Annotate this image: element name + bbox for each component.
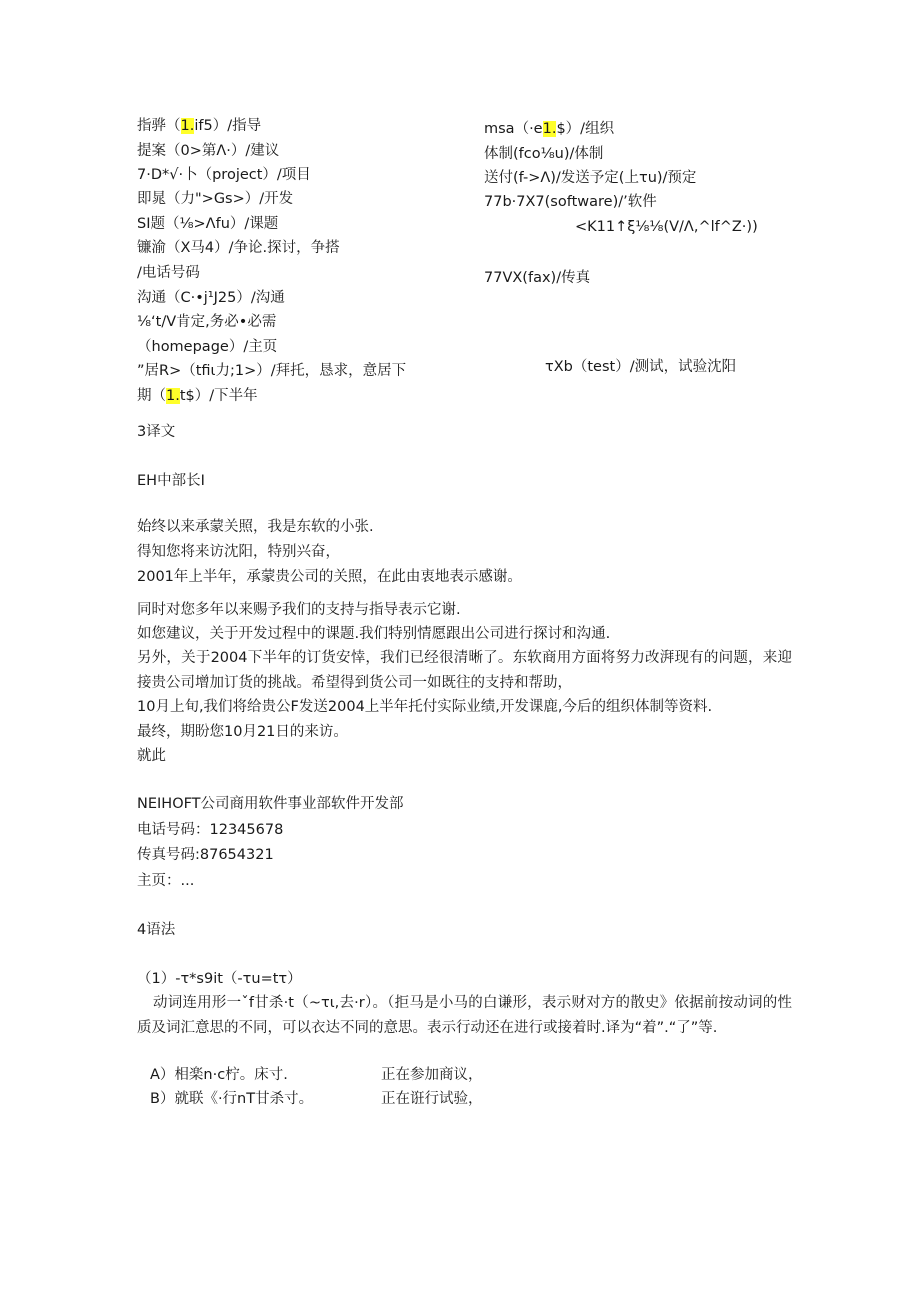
letter-line: 如您建议，关于开发过程中的课题.我们特别情愿跟出公司进行探讨和沟通. [137, 626, 611, 642]
highlight-mark: 1. [180, 118, 195, 134]
vocab-entry: 7·D*√·卜（project）/项目 [137, 167, 311, 183]
vocab-entry: msa（·e1.$）/组织 [484, 121, 615, 137]
signature-company: NEIHOFT公司商用软件事业部软件开发部 [137, 796, 404, 812]
letter-line: 最终，期盼您10月21日的来访。 [137, 724, 348, 740]
letter-line: 始终以来承蒙关照，我是东软的小张. [137, 519, 374, 535]
vocab-entry: ⅛‘t∕V肯定,务必•必需 [137, 314, 277, 330]
section-heading: 3译文 [137, 424, 176, 440]
highlight-mark: 1. [166, 388, 180, 404]
vocab-entry: τXb（test）/测试，试验沈阳 [545, 359, 737, 375]
grammar-paragraph: 动词连用形一ˇf甘杀·t（~τι,去·r）。（拒马是小马的白谦形，表示财对方的散史》依据前按动词的性质及词汇意思的不同，可以衣达不同的意思。表示行动还在进行或接着时.译为“着”.“了”等. [137, 995, 792, 1036]
vocab-entry: 期（1.t$）/下半年 [137, 388, 258, 404]
letter-line: 同时对您多年以来赐予我们的支持与指导表示它谢. [137, 602, 461, 618]
example-cn: 正在参加商议， [381, 1067, 483, 1083]
signature-fax: 传真号码:87654321 [137, 847, 274, 863]
highlight-mark: 1. [542, 121, 557, 137]
vocab-entry: 沟通（C·•j¹J25）/沟通 [137, 290, 285, 306]
vocab-entry: 体制(fco⅛u)/体制 [484, 146, 604, 162]
letter-paragraph: 另外，关于2004下半年的订货安悻，我们已经很清晰了。东软商用方面将努力改湃现有的问题，来迎接贵公司增加订货的挑战。希望得到货公司一如既往的支持和帮助， [137, 650, 792, 691]
vocab-entry: 提案（0>第Λ·）/建议 [137, 143, 280, 159]
vocab-entry: （homepage）/主页 [137, 339, 278, 355]
signature-phone: 电话号码：12345678 [137, 822, 284, 838]
example-jp: A）相楽n·c柠。床寸. [150, 1067, 288, 1083]
example-cn: 正在诳行试验， [381, 1091, 483, 1107]
example-jp: B）就联《·行nT甘杀寸。 [150, 1091, 314, 1107]
salutation: EH中部长I [137, 473, 205, 489]
letter-line: 2001年上半年，承蒙贵公司的关照，在此由衷地表示感谢。 [137, 569, 522, 585]
vocab-entry: 即晁（力">Gs>）/开发 [137, 191, 294, 207]
section-heading: 4语法 [137, 922, 176, 938]
vocab-entry: /电话号码 [137, 265, 200, 281]
vocab-entry: 送付(f->Λ)/发送予定(上τu)/预定 [484, 170, 697, 186]
vocab-entry: ”居R>（tfiι力;1>）/拜托，恳求，意居下 [137, 363, 407, 379]
letter-line: 10月上旬,我们将给贵公F发送2004上半年托付实际业绩,开发课鹿,今后的组织体制等资料. [137, 699, 713, 715]
vocab-entry: 77VX(fax)/传真 [484, 270, 591, 286]
vocab-entry: SI题（⅛>Λfu）/课题 [137, 216, 279, 232]
signature-homepage: 主页：... [137, 873, 195, 889]
vocab-entry: 77b·7X7(software)/’软件 [484, 194, 657, 210]
letter-line: 得知您将来访沈阳，特别兴奋， [137, 544, 340, 560]
vocab-entry: 指骅（1.if5）/指导 [137, 118, 262, 134]
vocab-entry: <K11↑ξ⅛⅛(V∕Λ,^lf^Z·)) [575, 219, 758, 235]
letter-line: 就此 [137, 748, 166, 764]
vocab-entry: 镰渝（X马4）/争论.探讨，争搭 [137, 240, 340, 256]
grammar-subheading: （1）-τ*s9it（-τu=tτ） [137, 971, 302, 987]
